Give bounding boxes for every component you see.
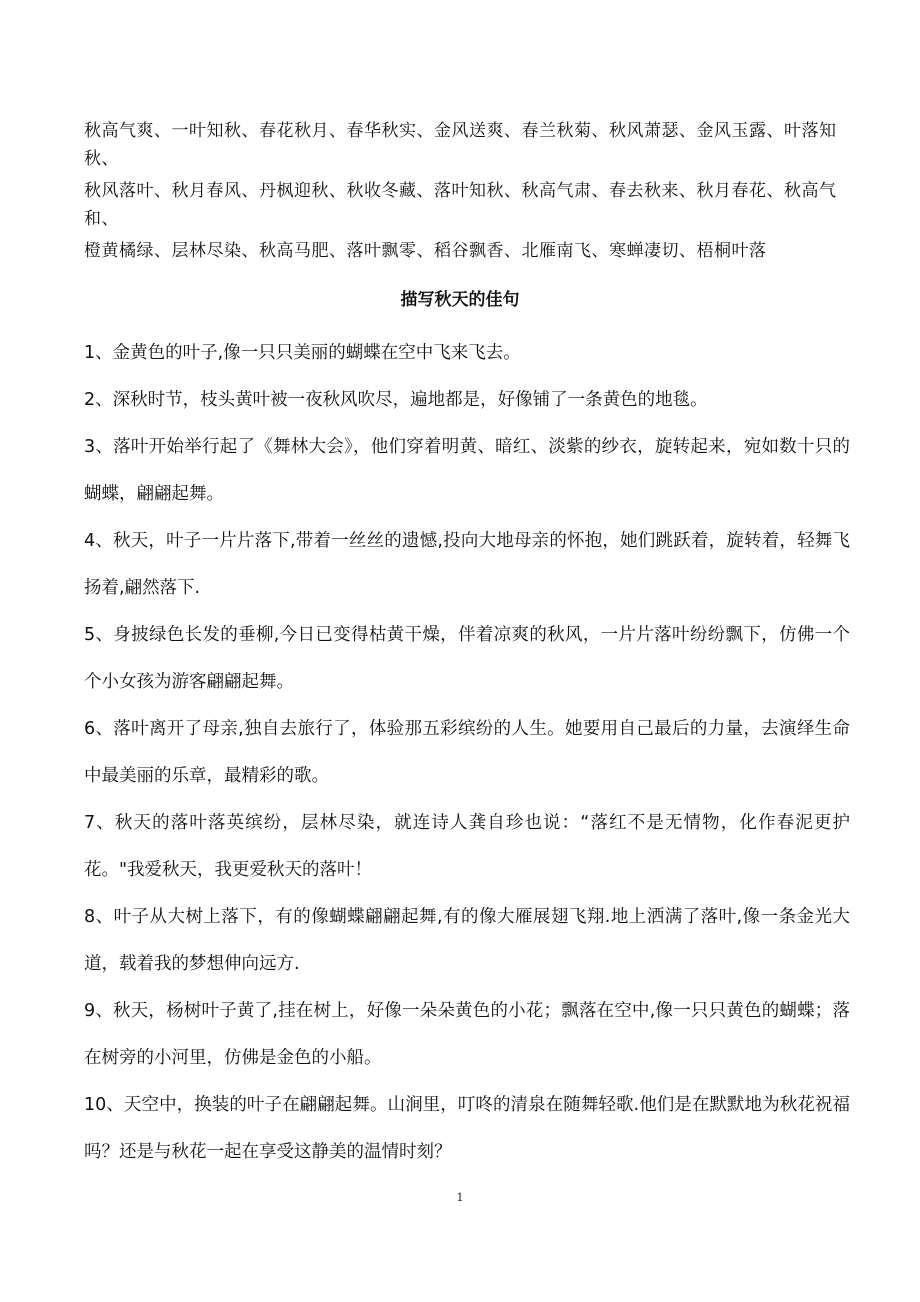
sentence-item: 9、秋天，杨树叶子黄了,挂在树上，好像一朵朵黄色的小花；飘落在空中,像一只只黄色的蝴蝶；落在树旁的小河里，仿佛是金色的小船。: [84, 1001, 850, 1068]
sentence-item: 6、落叶离开了母亲,独自去旅行了，体验那五彩缤纷的人生。她要用自己最后的力量，去演绎生命中最美丽的乐章，最精彩的歌。: [84, 719, 850, 786]
idiom-list: [84, 117, 844, 265]
sentence-item: 5、身披绿色长发的垂柳,今日已变得枯黄干燥，伴着凉爽的秋风，一片片落叶纷纷飘下，仿佛一个个小女孩为游客翩翩起舞。: [84, 625, 850, 692]
sentence-list: [84, 330, 850, 1176]
sentence-item: 7、秋天的落叶落英缤纷，层林尽染，就连诗人龚自珍也说：“落红不是无情物，化作春泥更护花。"我爱秋天，我更爱秋天的落叶！: [84, 813, 850, 880]
sentence-item: 3、落叶开始举行起了《舞林大会》，他们穿着明黄、暗红、淡紫的纱衣，旋转起来，宛如数十只的蝴蝶，翩翩起舞。: [84, 437, 850, 504]
idiom-line: 秋风落叶、秋月春风、丹枫迎秋、秋收冬藏、落叶知秋、秋高气肃、春去秋来、秋月春花、秋高气和、: [84, 181, 837, 229]
sentence-item: 8、叶子从大树上落下，有的像蝴蝶翩翩起舞,有的像大雁展翅飞翔.地上洒满了落叶,像一条金光大道，载着我的梦想伸向远方.: [84, 907, 850, 974]
section-title: 描写秋天的佳句: [400, 290, 520, 310]
sentence-item: 10、天空中，换装的叶子在翩翩起舞。山涧里，叮咚的清泉在随舞轻歌.他们是在默默地为秋花祝福吗？还是与秋花一起在享受这静美的温情时刻？: [84, 1095, 850, 1162]
sentence-item: 4、秋天，叶子一片片落下,带着一丝丝的遗憾,投向大地母亲的怀抱，她们跳跃着，旋转着，轻舞飞扬着,翩然落下.: [84, 531, 850, 598]
sentence-item: 1、金黄色的叶子,像一只只美丽的蝴蝶在空中飞来飞去。: [84, 343, 521, 363]
sentence-item: 2、深秋时节，枝头黄叶被一夜秋风吹尽，遍地都是，好像铺了一条黄色的地毯。: [84, 390, 708, 410]
idiom-line: 秋高气爽、一叶知秋、春花秋月、春华秋实、金风送爽、春兰秋菊、秋风萧瑟、金风玉露、叶落知秋、: [84, 121, 837, 169]
page-number: 1: [456, 1191, 464, 1204]
idiom-line: 橙黄橘绿、层林尽染、秋高马肥、落叶飘零、稻谷飘香、北雁南飞、寒蝉凄切、梧桐叶落: [84, 241, 767, 261]
